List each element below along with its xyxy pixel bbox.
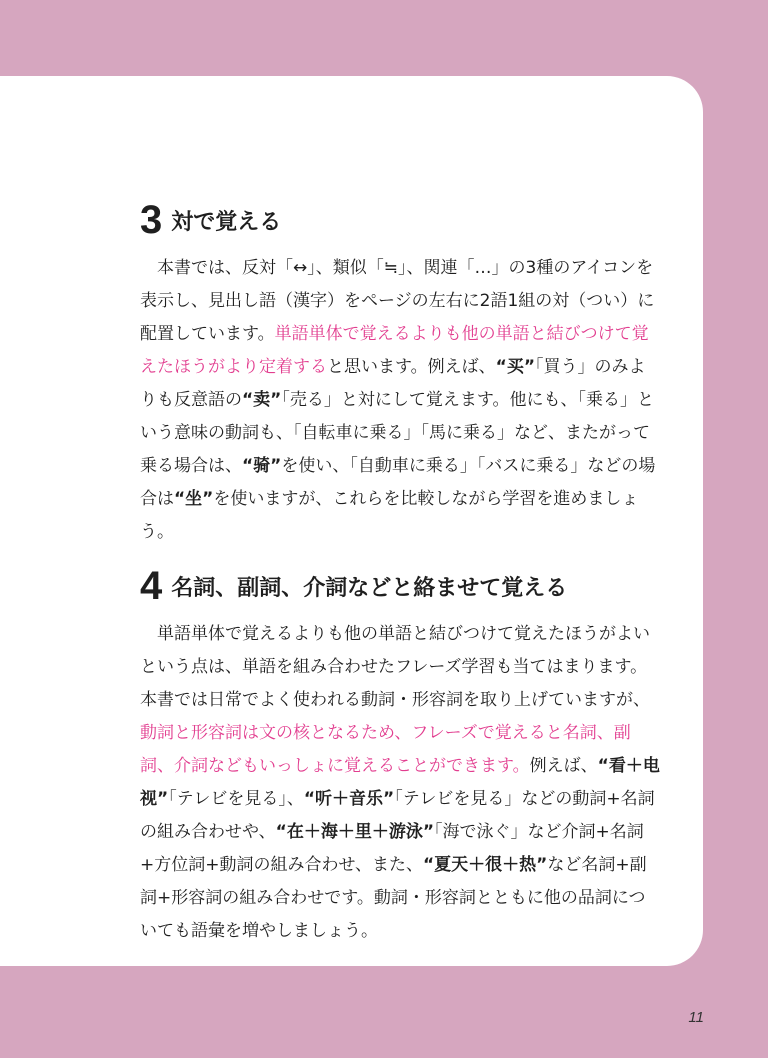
text-run: 「テレビを見る」、 <box>168 789 304 809</box>
section-paragraph <box>140 252 660 549</box>
section-title: 対で覚える <box>171 210 282 235</box>
section-heading <box>140 566 660 606</box>
quoted-term: “听＋音乐” <box>303 789 395 809</box>
highlight-text: 動詞と形容詞は文の核となるため、フレーズで覚えると名詞、副詞、介詞などもいっしょに覚えることができます。 <box>140 723 631 776</box>
highlight-text: 単語単体で覚えるよりも他の単語と結びつけて覚えたほうがより定着する <box>140 324 649 377</box>
section-title: 名詞、副詞、介詞などと絡ませて覚える <box>171 576 568 601</box>
quoted-term: “卖” <box>242 390 282 410</box>
quoted-term: “看＋电视” <box>140 756 660 809</box>
section-number: 3 <box>140 198 162 242</box>
text-run: など名詞+副詞+形容詞の組み合わせです。動詞・形容詞とともに他の品詞についても語彙を増やしましょう。 <box>140 855 647 941</box>
text-run: 単語単体で覚えるよりも他の単語と結びつけて覚えたほうがよいという点は、単語を組み合わせたフレーズ学習も当てはまります。本書では日常でよく使われる動詞・形容詞を取り上げていますが、 <box>140 624 650 710</box>
quoted-term: “夏天＋很＋热” <box>422 855 548 875</box>
section-number: 4 <box>140 564 162 608</box>
quoted-term: “骑” <box>242 456 282 476</box>
text-run: 「テレビを見る」などの動詞+名詞の組み合わせや、 <box>140 789 655 842</box>
text-run: と思います。例えば、 <box>327 357 496 377</box>
quoted-term: “在＋海＋里＋游泳” <box>275 822 435 842</box>
text-run: を使い、「自動車に乗る」「バスに乗る」などの場合は <box>140 456 656 509</box>
text-run: 例えば、 <box>529 756 598 776</box>
quoted-term: “坐” <box>174 489 214 509</box>
text-run: 「海で泳ぐ」など介詞+名詞+方位詞+動詞の組み合わせ、また、 <box>140 822 644 875</box>
text-run: 「売る」と対にして覚えます。他にも、「乗る」という意味の動詞も、「自転車に乗る」「馬に乗る」など、またがって乗る場合は、 <box>140 390 654 476</box>
section-3 <box>140 200 660 549</box>
page-number: 11 <box>688 1009 704 1026</box>
text-run: 「買う」のみよりも反意語の <box>140 357 646 410</box>
text-run: 本書では、反対「↔」、類似「≒」、関連「…」の3種のアイコンを表示し、見出し語（漢字）をページの左右に2語1組の対（つい）に配置しています。 <box>140 258 655 344</box>
section-4 <box>140 566 660 948</box>
section-paragraph <box>140 618 660 948</box>
text-run: を使いますが、これらを比較しながら学習を進めましょう。 <box>140 489 639 542</box>
quoted-term: “买” <box>495 357 535 377</box>
section-heading <box>140 200 660 240</box>
